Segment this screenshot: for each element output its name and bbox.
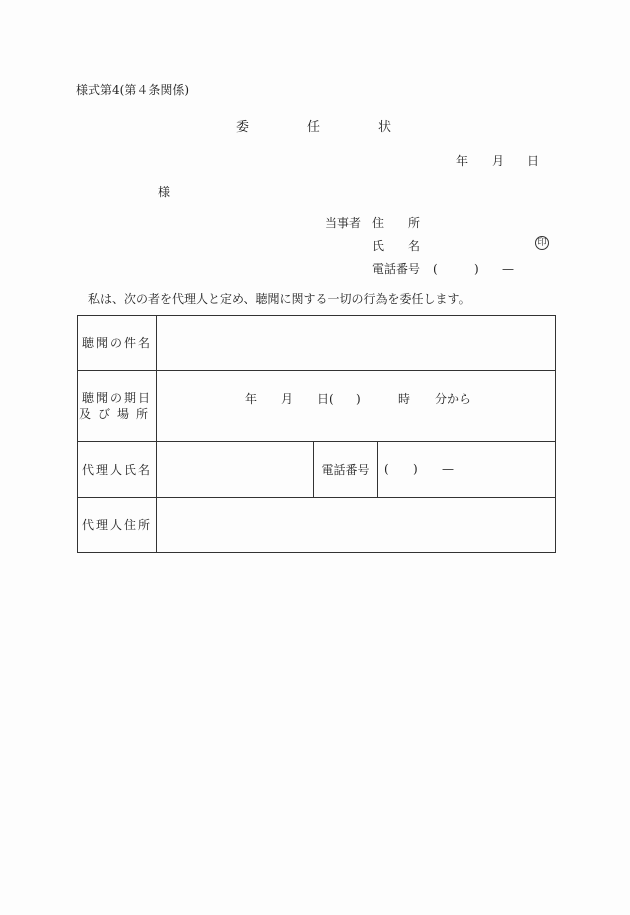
party-phone-label: 電話番号	[372, 262, 421, 276]
agent-name-label: 代理人氏名	[78, 442, 157, 498]
dt-minute-label: 分から	[435, 392, 472, 406]
party-name-label-1: 氏	[372, 239, 385, 253]
party-address-label-1: 住	[372, 216, 385, 230]
hearing-datetime-label	[78, 371, 157, 442]
addressee-suffix: 様	[158, 185, 171, 199]
title-char-3: 状	[378, 120, 392, 135]
agent-phone-dash: —	[442, 462, 454, 476]
delegation-form-table	[77, 315, 556, 553]
date-month-label: 月	[492, 154, 505, 168]
case-name-label: 聴聞の件名	[78, 316, 157, 371]
party-phone-dash: —	[502, 262, 514, 276]
hearing-datetime-label-line2: 及び場所	[78, 407, 155, 421]
party-role-label: 当事者	[325, 216, 362, 230]
title-char-1: 委	[236, 120, 250, 135]
form-number: 様式第4(第４条関係)	[76, 83, 189, 97]
agent-phone-field[interactable]	[378, 442, 556, 498]
agent-name-row	[78, 442, 556, 498]
agent-address-row	[78, 498, 556, 553]
party-name-label-2: 名	[408, 239, 421, 253]
party-address-label-2: 所	[408, 216, 421, 230]
dt-year-label: 年	[245, 392, 258, 406]
agent-address-label: 代理人住所	[78, 498, 157, 553]
title-char-2: 任	[307, 120, 321, 135]
agent-phone-close-paren: )	[413, 462, 418, 476]
agent-address-field[interactable]	[157, 498, 556, 553]
date-day-label: 日	[527, 154, 540, 168]
hearing-datetime-row	[78, 371, 556, 442]
agent-phone-open-paren: (	[384, 462, 389, 476]
hearing-datetime-field[interactable]	[157, 371, 556, 442]
hearing-datetime-label-line1: 聴聞の期日	[81, 391, 152, 405]
case-name-field[interactable]	[157, 316, 556, 371]
seal-mark: 印	[535, 236, 549, 250]
dt-day-label: 日(	[317, 392, 334, 406]
agent-name-field[interactable]	[157, 442, 314, 498]
dt-close-paren: )	[356, 392, 361, 406]
agent-phone-label: 電話番号	[314, 442, 378, 498]
delegation-statement: 私は、次の者を代理人と定め、聴聞に関する一切の行為を委任します。	[88, 292, 471, 306]
case-name-row	[78, 316, 556, 371]
party-phone-open-paren: (	[433, 262, 438, 276]
dt-hour-label: 時	[398, 392, 411, 406]
date-year-label: 年	[456, 154, 469, 168]
dt-month-label: 月	[281, 392, 294, 406]
party-phone-close-paren: )	[474, 262, 479, 276]
